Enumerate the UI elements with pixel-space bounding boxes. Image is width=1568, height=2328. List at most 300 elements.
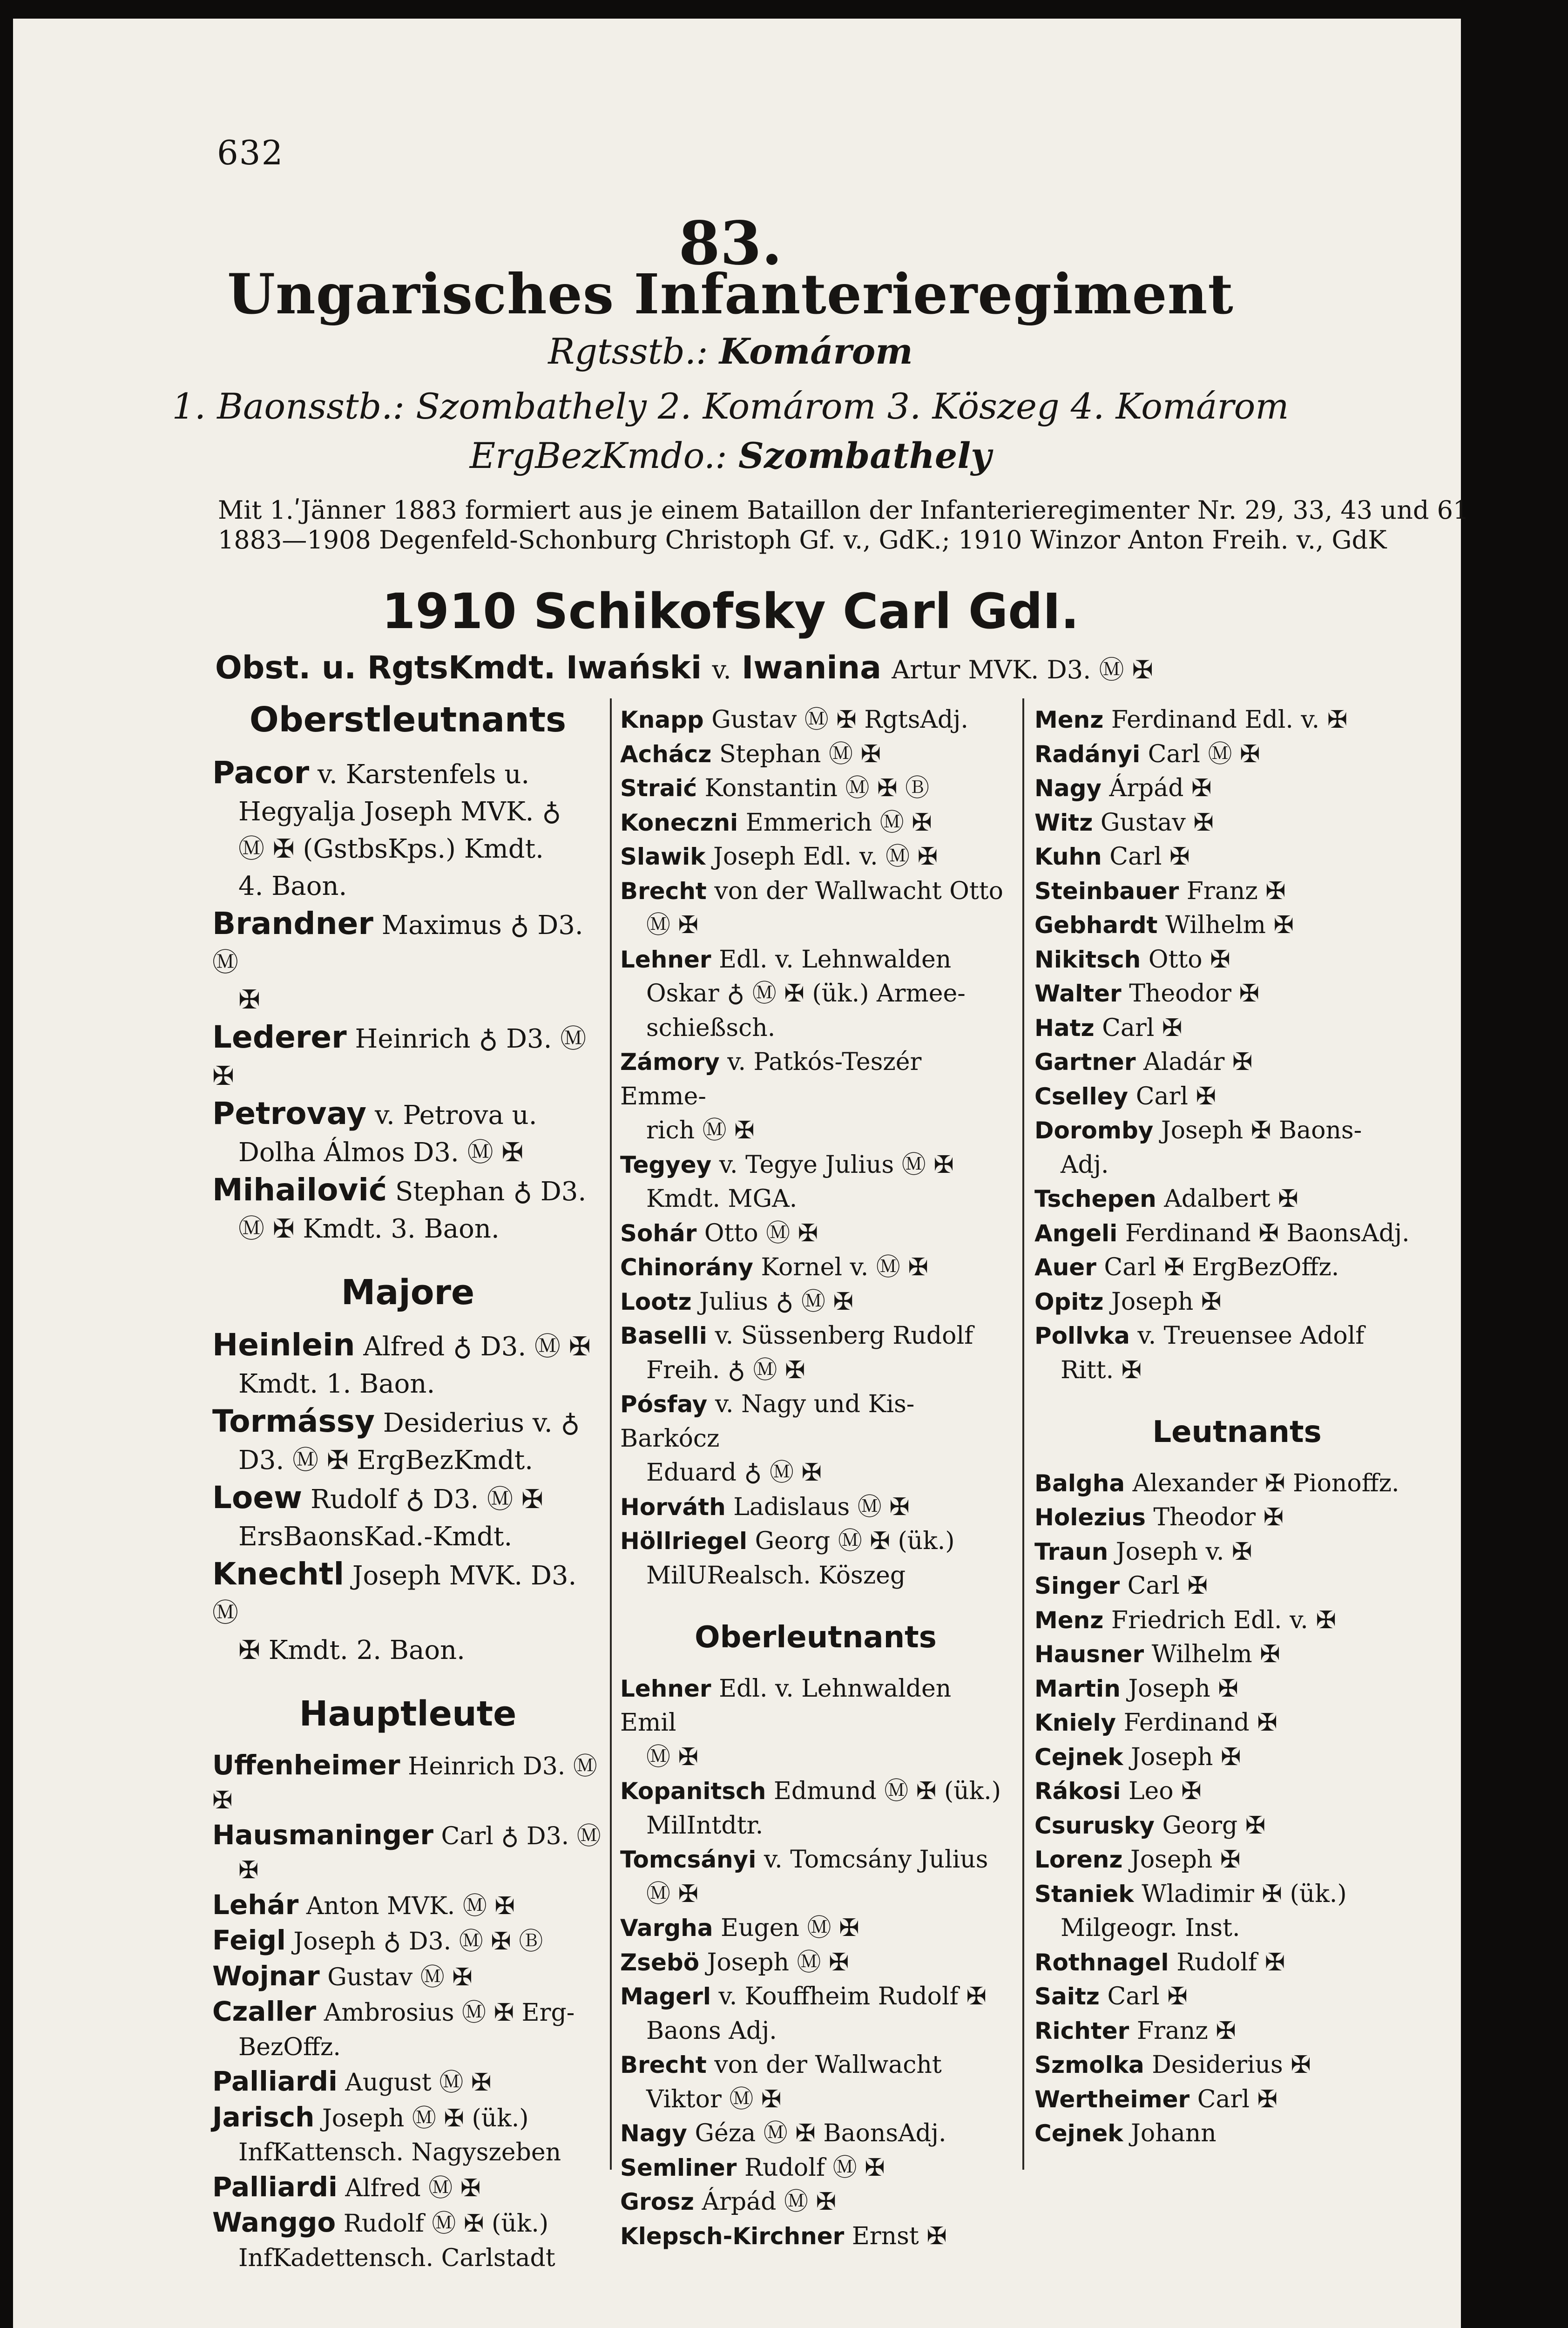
officer-surname: Menz: [1034, 1606, 1104, 1634]
roster-column-1: [212, 700, 603, 2275]
officer-details: Theodor ✠: [1129, 980, 1260, 1008]
officer-surname: Wertheimer: [1034, 2085, 1190, 2113]
officer-surname: Holezius: [1034, 1504, 1146, 1531]
officer-entry: [212, 754, 603, 905]
officer-entry: [620, 2220, 1011, 2254]
officer-details: Joseph v. ✠: [1115, 1537, 1252, 1566]
officer-surname: Singer: [1034, 1572, 1120, 1599]
officer-surname: Lehner: [620, 1675, 711, 1702]
officer-entry: [620, 1217, 1011, 1251]
officer-details: Árpád ✠: [1109, 774, 1212, 802]
officer-entry: [212, 1748, 603, 1818]
officer-entry: [1034, 1501, 1440, 1535]
commander-surname: Iwański: [566, 650, 702, 686]
officer-details: Joseph ♁ D3. Ⓜ ✠ Ⓑ: [293, 1928, 543, 1956]
officer-surname: Heinlein: [212, 1327, 355, 1363]
officer-surname: Cselley: [1034, 1083, 1129, 1110]
rank-heading: Oberstleutnants: [249, 700, 567, 740]
history-line: Mit 1.ʹJänner 1883 formiert aus je einem Bataillon der Infanterieregimenter Nr. 29, 33, 43 und 61: [218, 495, 1469, 525]
history-line: 1883—1908 Degenfeld-Schonburg Christoph Gf. v., GdK.; 1910 Winzor Anton Freih. v., GdK: [218, 525, 1387, 555]
officer-details: Joseph ✠: [1128, 1674, 1238, 1703]
erg-label: ErgBezKmdo.:: [469, 435, 727, 476]
officer-surname: Wanggo: [212, 2206, 336, 2238]
officer-details: Franz ✠: [1136, 2017, 1236, 2045]
officer-entry: [1034, 1672, 1440, 1706]
commander-surname-2: Iwanina: [741, 650, 881, 686]
officer-surname: Rákosi: [1034, 1778, 1121, 1805]
officer-surname: Mihailović: [212, 1171, 387, 1208]
regiment-commander: [215, 648, 1153, 686]
officer-details: Julius ♁ Ⓜ ✠: [699, 1287, 854, 1316]
officer-details: Kornel v. Ⓜ ✠: [761, 1253, 928, 1281]
officer-details: Árpád Ⓜ ✠: [702, 2188, 837, 2216]
officer-details-continued: InfKattensch. Nagyszeben: [238, 2139, 561, 2166]
column-divider: [1022, 698, 1024, 2170]
rank-heading: Oberleutnants: [695, 1620, 937, 1655]
officer-entry: [620, 771, 1011, 806]
officer-entry: [620, 1148, 1011, 1217]
officer-details: Ernst ✠: [852, 2222, 947, 2250]
officer-details: Wilhelm ✠: [1151, 1640, 1280, 1668]
rank-heading: Leutnants: [1152, 1415, 1322, 1449]
officer-surname: Gartner: [1034, 1049, 1136, 1076]
officer-surname: Sohár: [620, 1219, 697, 1247]
officer-surname: Semliner: [620, 2154, 737, 2181]
officer-entry: [1034, 1946, 1440, 1980]
officer-surname: Angeli: [1034, 1219, 1118, 1247]
officer-details: Maximus ♁ D3. Ⓜ: [212, 910, 583, 978]
officer-details: Stephan ♁ D3.: [395, 1176, 587, 1207]
officer-details: Edmund Ⓜ ✠ (ük.): [773, 1777, 1001, 1805]
officer-details: Georg ✠: [1162, 1811, 1266, 1840]
officer-surname: Balgha: [1034, 1469, 1125, 1497]
officer-details-continued: Oskar ♁ Ⓜ ✠ (ük.) Armee-: [646, 980, 966, 1008]
officer-details: Leo ✠: [1128, 1777, 1202, 1805]
officer-details: Eugen Ⓜ ✠: [721, 1914, 859, 1942]
officer-surname: Menz: [1034, 706, 1104, 733]
staff-place: Komárom: [719, 331, 913, 372]
officer-surname: Grosz: [620, 2188, 694, 2215]
officer-surname: Chinorány: [620, 1254, 753, 1281]
officer-entry: [212, 1019, 603, 1095]
column-divider: [610, 698, 612, 2170]
officer-details: Carl ✠: [1107, 1983, 1188, 2010]
officer-entry: [1034, 1217, 1440, 1251]
officer-entry: [1034, 1319, 1440, 1387]
officer-surname: Staniek: [1034, 1880, 1134, 1908]
officer-details: Rudolf ✠: [1176, 1948, 1285, 1976]
officer-entry: [620, 703, 1011, 738]
officer-details-continued: ✠: [238, 984, 260, 1015]
officer-details-continued: schießsch.: [646, 1014, 776, 1042]
officer-entry: [1034, 1604, 1440, 1638]
regiment-staff-line: [0, 331, 1461, 372]
officer-details-continued: Freih. ♁ Ⓜ ✠: [646, 1356, 805, 1384]
officer-details-continued: Baons Adj.: [646, 2017, 777, 2045]
page-number: 632: [217, 133, 284, 172]
officer-details: Rudolf ♁ D3. Ⓜ ✠: [310, 1484, 543, 1515]
officer-details: Alfred Ⓜ ✠: [345, 2174, 481, 2202]
officer-surname: Hatz: [1034, 1014, 1095, 1042]
officer-details: Ambrosius Ⓜ ✠ Erg-: [324, 1999, 575, 2027]
officer-details: v. Karstenfels u.: [317, 759, 530, 790]
officer-entry: [212, 1923, 603, 1959]
officer-entry: [212, 2100, 603, 2170]
officer-entry: [620, 2185, 1011, 2220]
officer-surname: Nagy: [620, 2120, 687, 2147]
officer-entry: [1034, 1843, 1440, 1877]
officer-entry: [620, 1285, 1011, 1320]
officer-surname: Brecht: [620, 877, 707, 905]
officer-details-continued: ✠: [238, 1856, 259, 1884]
officer-details-continued: rich Ⓜ ✠: [646, 1117, 755, 1144]
officer-surname: Cejnek: [1034, 1743, 1123, 1771]
officer-surname: Tomcsányi: [620, 1846, 757, 1873]
officer-details: Rudolf Ⓜ ✠: [744, 2153, 885, 2182]
officer-surname: Knechtl: [212, 1556, 345, 1592]
scan-edge-right: [1461, 0, 1568, 2328]
officer-details: von der Wallwacht: [714, 2051, 942, 2079]
officer-details: Joseph MVK. D3. Ⓜ: [212, 1561, 577, 1628]
officer-surname: Czaller: [212, 1996, 317, 2027]
scan-edge-top: [0, 0, 1568, 19]
officer-surname: Palliardi: [212, 2065, 338, 2097]
officer-details: Ladislaus Ⓜ ✠: [733, 1493, 910, 1521]
officer-details: Carl ✠ ErgBezOffz.: [1104, 1253, 1339, 1281]
officer-details: Desiderius ✠: [1152, 2051, 1311, 2079]
officer-details: Géza Ⓜ ✠ BaonsAdj.: [695, 2119, 946, 2147]
officer-surname: Pollvka: [1034, 1322, 1130, 1349]
officer-details-continued: BezOffz.: [238, 2033, 341, 2061]
section-gap: [212, 1669, 603, 1697]
officer-entry: [1034, 1638, 1440, 1672]
officer-entry: [212, 1995, 603, 2064]
officer-details-continued: Ⓜ ✠: [646, 1743, 699, 1771]
officer-details: v. Petrova u.: [374, 1100, 537, 1130]
roster-column-2: [620, 703, 1011, 2254]
officer-entry: [1034, 1980, 1440, 2014]
officer-details: Carl ✠: [1135, 1082, 1217, 1110]
officer-surname: Witz: [1034, 809, 1093, 836]
officer-entry: [1034, 1011, 1440, 1046]
officer-details: Aladár ✠: [1143, 1048, 1253, 1076]
officer-entry: [620, 943, 1011, 1046]
officer-surname: Feigl: [212, 1924, 286, 1956]
officer-surname: Straić: [620, 775, 697, 802]
officer-entry: [620, 1045, 1011, 1148]
officer-details-continued: InfKadettensch. Carlstadt: [238, 2244, 555, 2272]
officer-details: Joseph Edl. v. Ⓜ ✠: [713, 843, 938, 871]
officer-surname: Horváth: [620, 1493, 726, 1521]
officer-details: Ferdinand Edl. v. ✠: [1111, 706, 1348, 734]
officer-surname: Lorenz: [1034, 1846, 1123, 1873]
officer-details-continued: Viktor Ⓜ ✠: [646, 2085, 782, 2113]
officer-details: Joseph ✠: [1131, 1743, 1241, 1771]
officer-entry: [620, 874, 1011, 943]
officer-surname: Martin: [1034, 1675, 1121, 1702]
officer-surname: Lootz: [620, 1288, 692, 1315]
officer-details-continued: ✠ Kmdt. 2. Baon.: [238, 1635, 465, 1665]
officer-entry: [1034, 1251, 1440, 1285]
officer-details: v. Süssenberg Rudolf: [715, 1322, 973, 1350]
heading-gap: [1034, 1450, 1440, 1467]
officer-entry: [1034, 1740, 1440, 1775]
officer-surname: Gebhardt: [1034, 912, 1158, 939]
officer-details: Desiderius v. ♁: [383, 1408, 580, 1438]
officer-details: Carl ✠: [1197, 2085, 1278, 2113]
officer-entry: [1034, 806, 1440, 840]
officer-surname: Koneczni: [620, 809, 738, 836]
officer-details: Heinrich D3. Ⓜ ✠: [212, 1752, 597, 1814]
officer-details: Wilhelm ✠: [1165, 911, 1294, 939]
officer-entry: [1034, 977, 1440, 1011]
officer-entry: [620, 1843, 1011, 1911]
officer-surname: Klepsch-Kirchner: [620, 2222, 845, 2250]
officer-entry: [1034, 1182, 1440, 1217]
officer-entry: [1034, 2117, 1440, 2151]
officer-details: Otto Ⓜ ✠: [704, 1219, 818, 1247]
officer-surname: Wojnar: [212, 1960, 320, 1992]
officer-surname: Cejnek: [1034, 2120, 1123, 2147]
officer-entry: [1034, 1285, 1440, 1320]
officer-details-continued: Ⓜ ✠ (GstbsKps.) Kmdt.: [238, 833, 544, 864]
officer-entry: [212, 1479, 603, 1556]
officer-entry: [620, 2048, 1011, 2117]
officer-details: Joseph Ⓜ ✠: [707, 1948, 849, 1976]
regiment-owner: 1910 Schikofsky Carl GdI.: [382, 583, 1079, 640]
officer-entry: [1034, 2083, 1440, 2117]
officer-surname: Vargha: [620, 1915, 713, 1942]
officer-details: v. Tegye Julius Ⓜ ✠: [719, 1150, 954, 1179]
battalion-staff-line: 1. Baonsstb.: Szombathely 2. Komárom 3. Kös⁠zeg 4. Komárom: [172, 386, 1289, 427]
officer-surname: Knapp: [620, 706, 704, 733]
regiment-history: [218, 495, 1475, 555]
officer-details: Wladimir ✠ (ük.): [1142, 1880, 1347, 1908]
officer-surname: Uffenheimer: [212, 1749, 400, 1781]
officer-details: Adalbert ✠: [1164, 1185, 1298, 1213]
officer-surname: Hausner: [1034, 1641, 1144, 1668]
officer-surname: Traun: [1034, 1538, 1108, 1565]
regiment-number: 83.: [678, 209, 783, 278]
officer-details: Ferdinand ✠ BaonsAdj.: [1125, 1219, 1410, 1247]
officer-surname: Lederer: [212, 1019, 347, 1055]
officer-surname: Szmolka: [1034, 2051, 1144, 2078]
officer-surname: Loew: [212, 1480, 303, 1516]
officer-details: Rudolf Ⓜ ✠ (ük.): [343, 2210, 549, 2238]
commander-particle: v.: [712, 655, 731, 684]
officer-details: Gustav Ⓜ ✠ RgtsAdj.: [711, 706, 968, 734]
officer-entry: [1034, 703, 1440, 738]
officer-surname: Richter: [1034, 2017, 1129, 2044]
officer-details: v. Treuensee Adolf: [1137, 1322, 1365, 1350]
officer-details-continued: MilURealsch. Köszeg: [646, 1561, 906, 1590]
officer-details-continued: Hegyalja Joseph MVK. ♁: [238, 796, 561, 827]
officer-entry: [620, 1524, 1011, 1593]
officer-entry: [1034, 1809, 1440, 1843]
officer-surname: Jarisch: [212, 2101, 315, 2133]
officer-entry: [1034, 1569, 1440, 1604]
officer-details: Carl Ⓜ ✠: [1148, 740, 1260, 768]
officer-surname: Auer: [1034, 1254, 1096, 1281]
officer-entry: [212, 2170, 603, 2206]
officer-surname: Radányi: [1034, 740, 1141, 768]
section-gap: [1034, 1387, 1440, 1415]
officer-surname: Zsebö: [620, 1949, 700, 1976]
officer-details: v. Patkós-Teszér Emme-: [620, 1048, 922, 1110]
commander-details: Artur MVK. D3. Ⓜ ✠: [892, 655, 1153, 684]
officer-entry: [1034, 1706, 1440, 1740]
officer-entry: [620, 738, 1011, 772]
officer-surname: Baselli: [620, 1322, 707, 1349]
officer-entry: [212, 905, 603, 1019]
officer-details-continued: 4. Baon.: [238, 871, 347, 901]
officer-entry: [212, 1095, 603, 1171]
officer-details: Edl. v. Lehnwalden Emil: [620, 1674, 952, 1737]
officer-details: Carl ✠: [1127, 1572, 1208, 1600]
officer-entry: [620, 1946, 1011, 1980]
officer-entry: [1034, 874, 1440, 909]
officer-details: Edl. v. Lehnwalden: [719, 945, 952, 974]
officer-surname: Doromby: [1034, 1117, 1154, 1144]
officer-surname: Lehner: [620, 946, 711, 973]
officer-details: Johann: [1131, 2119, 1217, 2147]
officer-entry: [1034, 840, 1440, 874]
section-gap: [212, 1248, 603, 1276]
officer-details: Franz ✠: [1186, 877, 1286, 905]
officer-details: Alfred ♁ D3. Ⓜ ✠: [363, 1332, 591, 1362]
officer-surname: Pacor: [212, 754, 310, 791]
officer-surname: Kuhn: [1034, 843, 1102, 870]
officer-entry: [620, 1387, 1011, 1490]
officer-surname: Lehár: [212, 1888, 299, 1921]
officer-surname: Brecht: [620, 2051, 707, 2078]
officer-details: August Ⓜ ✠: [345, 2069, 492, 2097]
officer-entry: [212, 1403, 603, 1479]
officer-details-continued: Kmdt. MGA.: [646, 1185, 798, 1213]
officer-details-continued: Ⓜ ✠: [646, 911, 699, 939]
officer-entry: [1034, 943, 1440, 977]
officer-surname: Rothnagel: [1034, 1949, 1169, 1976]
officer-details: Stephan Ⓜ ✠: [719, 740, 881, 768]
officer-entry: [212, 1959, 603, 1995]
officer-entry: [212, 1888, 603, 1924]
officer-surname: Nagy: [1034, 775, 1102, 802]
officer-details: Heinrich ♁ D3. Ⓜ ✠: [212, 1023, 587, 1091]
officer-details: Alexander ✠ Pionoffz.: [1132, 1469, 1399, 1497]
officer-surname: Zámory: [620, 1049, 720, 1076]
officer-entry: [620, 1911, 1011, 1946]
heading-gap: [620, 1655, 1011, 1672]
rank-heading: Hauptleute: [299, 1694, 517, 1734]
officer-surname: Steinbauer: [1034, 877, 1179, 905]
officer-details-continued: D3. Ⓜ ✠ ErgBezKmdt.: [238, 1445, 534, 1475]
officer-entry: [212, 1818, 603, 1888]
officer-surname: Saitz: [1034, 1983, 1100, 2010]
officer-surname: Tormássy: [212, 1403, 375, 1439]
officer-details: Georg Ⓜ ✠ (ük.): [755, 1527, 955, 1555]
officer-surname: Achácz: [620, 740, 712, 768]
officer-details: Joseph ✠: [1130, 1846, 1241, 1874]
officer-surname: Petrovay: [212, 1095, 367, 1131]
officer-details: Ferdinand ✠: [1123, 1709, 1277, 1737]
officer-entry: [1034, 771, 1440, 806]
officer-surname: Slawik: [620, 843, 706, 870]
officer-entry: [1034, 1774, 1440, 1809]
officer-details: Theodor ✠: [1153, 1503, 1284, 1531]
officer-entry: [1034, 1080, 1440, 1114]
officer-details: Joseph Ⓜ ✠ (ük.): [322, 2104, 529, 2132]
officer-details-continued: Ⓜ ✠: [646, 1880, 699, 1908]
officer-entry: [212, 2064, 603, 2100]
officer-entry: [620, 2117, 1011, 2151]
officer-details-continued: Kmdt. 1. Baon.: [238, 1369, 435, 1399]
officer-details: v. Tomcsány Julius: [764, 1846, 988, 1874]
officer-details: von der Wallwacht Otto: [714, 877, 1003, 905]
officer-entry: [212, 1326, 603, 1403]
officer-surname: Walter: [1034, 980, 1122, 1007]
officer-surname: Brandner: [212, 905, 373, 941]
officer-entry: [1034, 908, 1440, 943]
supplementary-district-line: [0, 435, 1461, 476]
officer-entry: [620, 1980, 1011, 2048]
officer-details: Carl ✠: [1102, 1014, 1183, 1042]
section-gap: [620, 1593, 1011, 1621]
officer-details-continued: Milgeogr. Inst.: [1061, 1914, 1240, 1942]
officer-entry: [620, 1672, 1011, 1775]
officer-entry: [620, 806, 1011, 840]
officer-details: Anton MVK. Ⓜ ✠: [306, 1892, 515, 1920]
officer-details-continued: Dolha Álmos D3. Ⓜ ✠: [238, 1137, 524, 1168]
officer-entry: [212, 2206, 603, 2275]
officer-entry: [620, 1319, 1011, 1387]
officer-details: Joseph ✠: [1111, 1287, 1222, 1316]
officer-details: Konstantin Ⓜ ✠ Ⓑ: [704, 774, 930, 802]
officer-entry: [620, 1490, 1011, 1525]
regiment-title: Ungarisches Infanterieregiment: [227, 262, 1234, 326]
officer-entry: [212, 1556, 603, 1669]
officer-surname: Opitz: [1034, 1288, 1104, 1315]
officer-entry: [1034, 1045, 1440, 1080]
officer-details: Otto ✠: [1148, 945, 1230, 974]
officer-details-continued: Eduard ♁ Ⓜ ✠: [646, 1459, 822, 1487]
officer-entry: [620, 840, 1011, 874]
officer-details-continued: Ritt. ✠: [1061, 1356, 1142, 1384]
officer-entry: [1034, 1535, 1440, 1570]
officer-details: Gustav ✠: [1100, 808, 1214, 837]
officer-details-continued: ErsBaonsKad.-Kmdt.: [238, 1522, 513, 1552]
officer-entry: [620, 1251, 1011, 1285]
officer-surname: Pósfay: [620, 1391, 708, 1418]
officer-surname: Kopanitsch: [620, 1778, 766, 1805]
officer-entry: [1034, 2048, 1440, 2083]
officer-details: v. Nagy und Kis-Barkócz: [620, 1390, 915, 1453]
officer-surname: Palliardi: [212, 2171, 338, 2203]
officer-details-continued: MilIntdtr.: [646, 1811, 764, 1840]
officer-details-continued: Adj.: [1061, 1150, 1109, 1179]
officer-details: Friedrich Edl. v. ✠: [1111, 1606, 1336, 1634]
officer-entry: [1034, 1114, 1440, 1182]
officer-surname: Höllriegel: [620, 1528, 748, 1555]
officer-entry: [620, 1774, 1011, 1843]
officer-surname: Magerl: [620, 1983, 711, 2010]
officer-details: Carl ♁ D3. Ⓜ: [441, 1822, 601, 1850]
officer-details: v. Kouffheim Rudolf ✠: [718, 1983, 987, 2010]
officer-details: Carl ✠: [1109, 843, 1190, 871]
officer-entry: [1034, 1467, 1440, 1501]
officer-surname: Kniely: [1034, 1709, 1116, 1736]
officer-entry: [1034, 738, 1440, 772]
officer-surname: Nikitsch: [1034, 946, 1141, 973]
